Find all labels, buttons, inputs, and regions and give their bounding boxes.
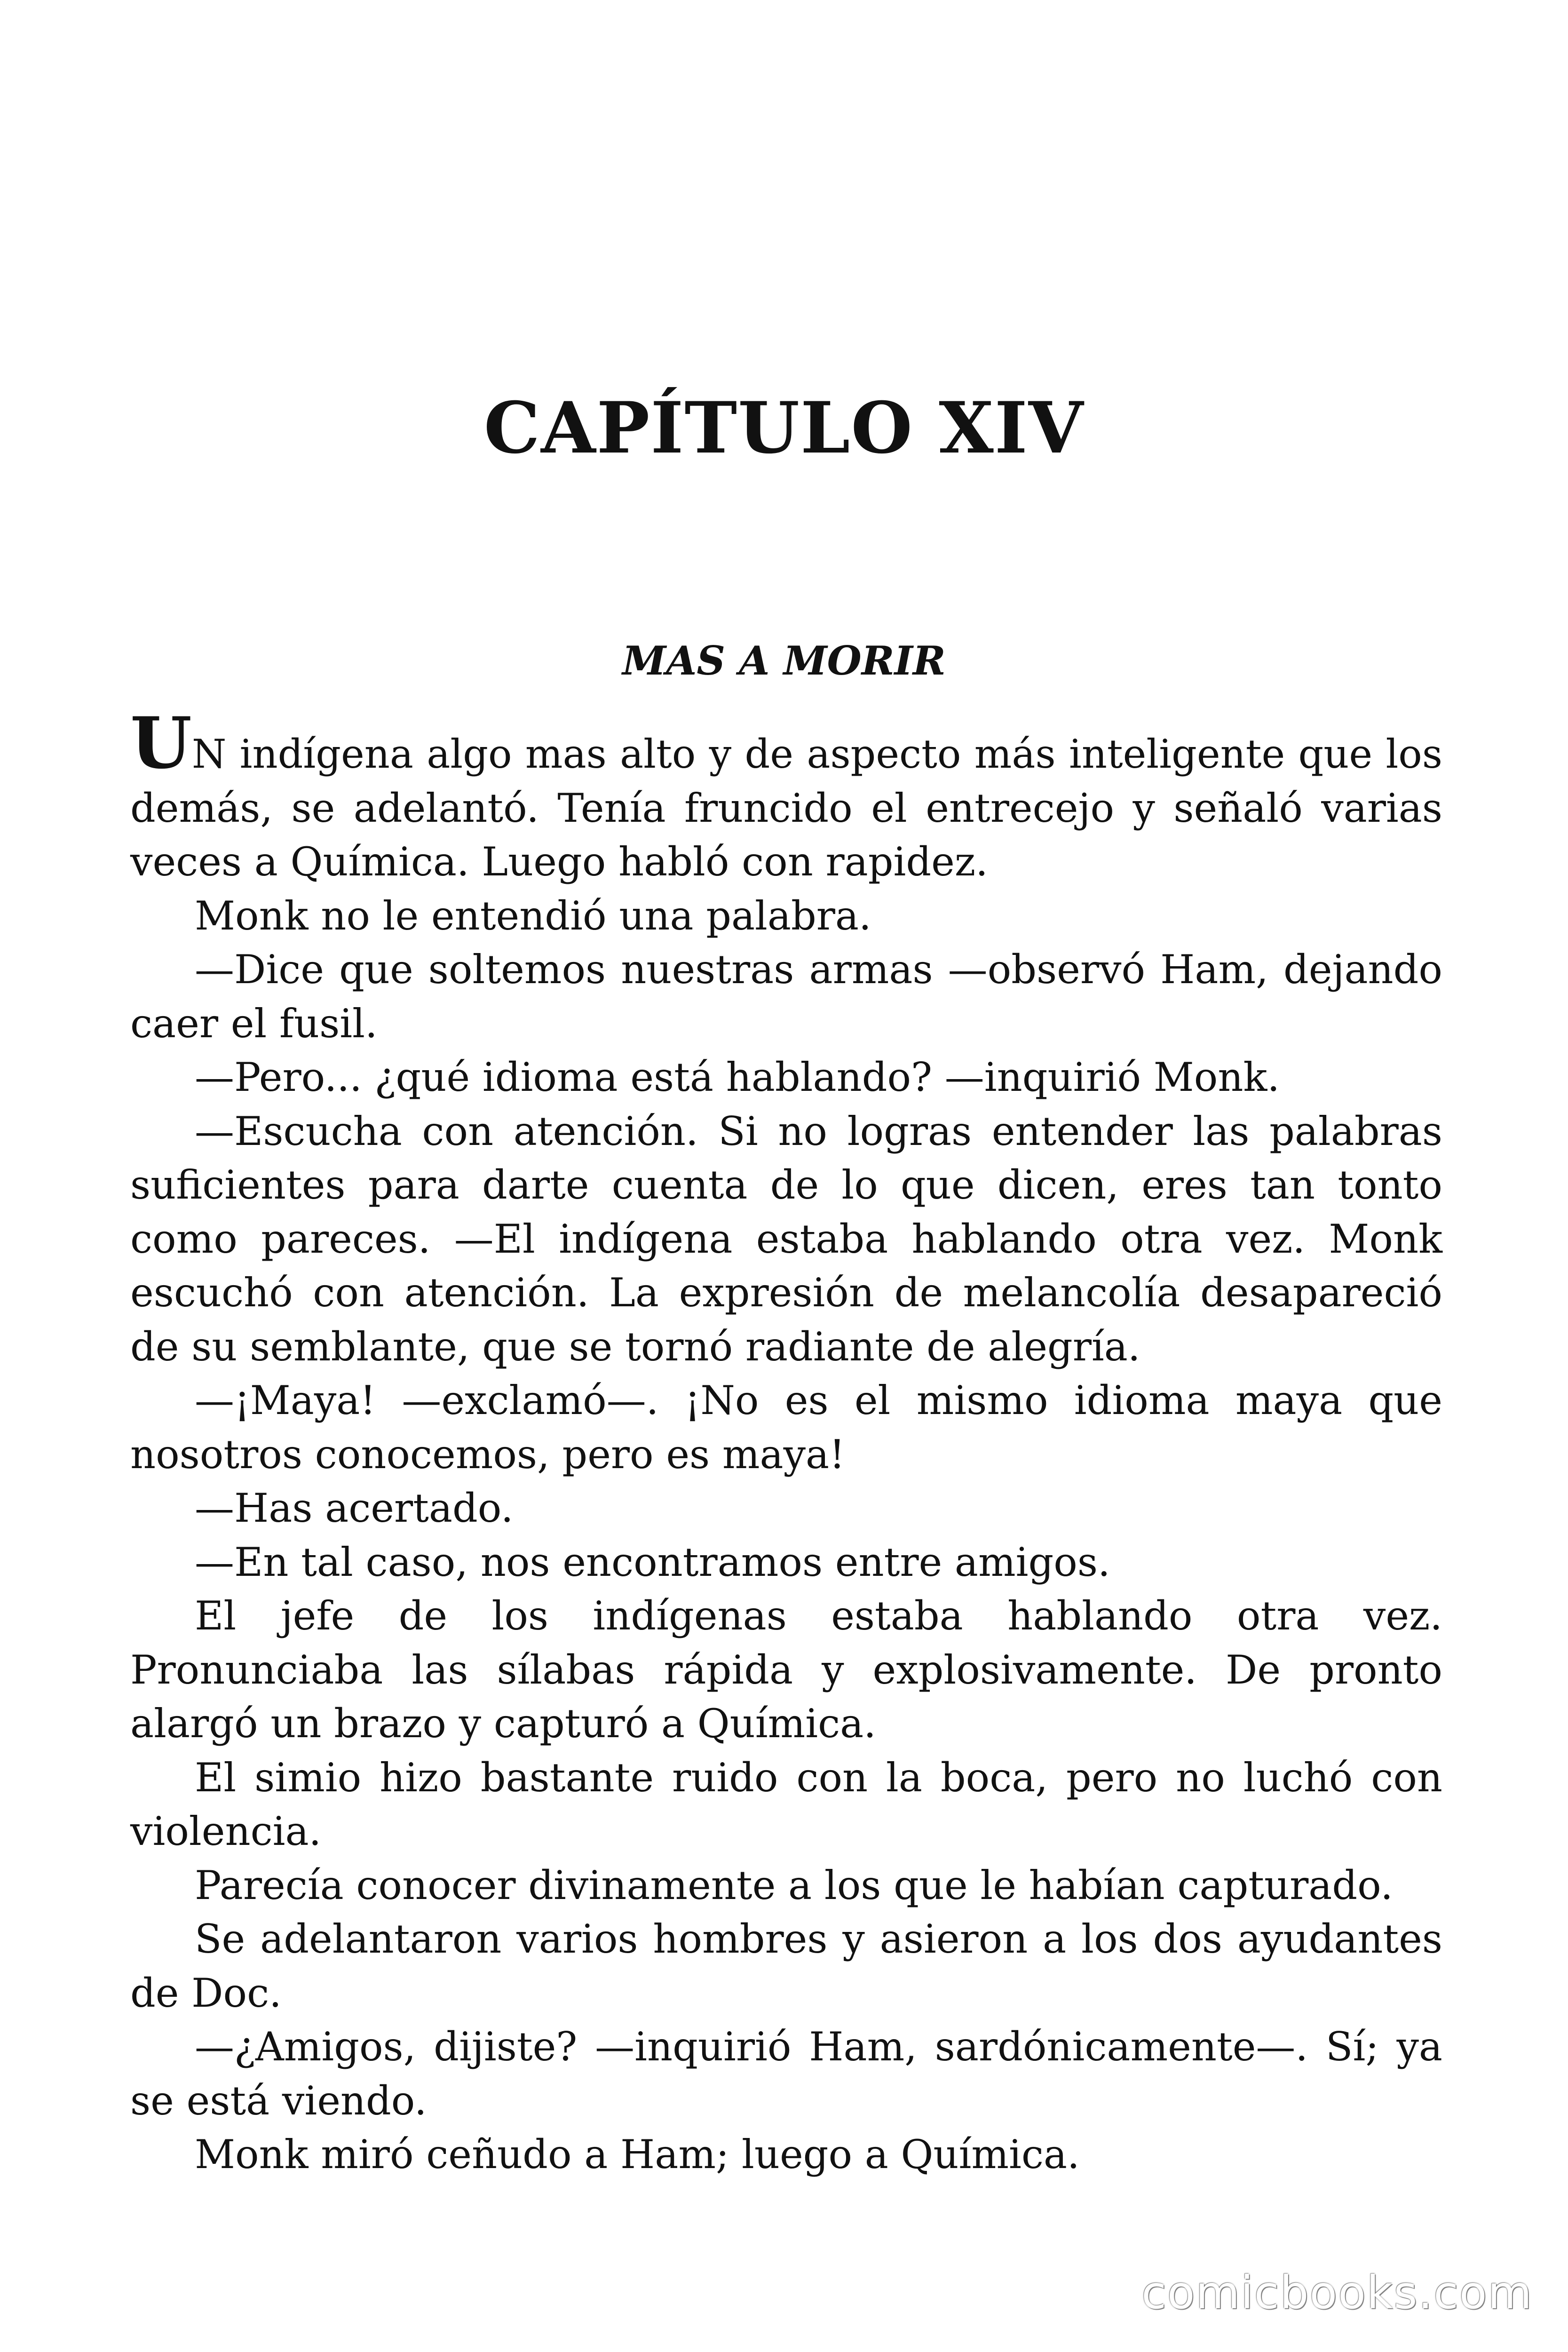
chapter-subtitle: MAS A MORIR	[622, 637, 946, 684]
watermark: comicbooks.com	[1141, 2266, 1533, 2319]
paragraph: Monk miró ceñudo a Ham; luego a Química.	[195, 2131, 1080, 2177]
paragraph: —Dice que soltemos nuestras armas —observó Ham, dejando caer el fusil.	[130, 946, 1442, 1047]
paragraph: Se adelantaron varios hombres y asieron a los dos ayudantes de Doc.	[130, 1916, 1442, 2016]
paragraph: —¿Amigos, dijiste? —inquirió Ham, sardónicamente—. Sí; ya se está viendo.	[130, 2024, 1442, 2124]
paragraph: —Escucha con atención. Si no logras entender las palabras suficientes para darte cuenta de lo que dicen, eres tan tonto como pareces. —El indígena estaba hablando otra vez. Monk escuchó con atención. La expresión de melancolía desapareció de su semblante, que se tornó radiante de alegría.	[130, 1108, 1442, 1370]
paragraph-first	[130, 702, 1442, 889]
paragraph: Parecía conocer divinamente a los que le habían capturado.	[195, 1862, 1393, 1908]
body-text	[130, 702, 1442, 2182]
paragraph-first-text: N indígena algo mas alto y de aspecto más inteligente que los demás, se adelantó. Tenía fruncido el entrecejo y señaló varias veces a Química. Luego habló con rapidez.	[130, 731, 1442, 885]
paragraph: —Has acertado.	[195, 1485, 514, 1531]
paragraph: Monk no le entendió una palabra.	[195, 892, 871, 939]
drop-cap: U	[130, 702, 192, 785]
paragraph: El simio hizo bastante ruido con la boca, pero no luchó con violencia.	[130, 1754, 1442, 1854]
paragraph: —Pero... ¿qué idioma está hablando? —inquirió Monk.	[195, 1054, 1280, 1100]
paragraph: El jefe de los indígenas estaba hablando otra vez. Pronunciaba las sílabas rápida y explosivamente. De pronto alargó un brazo y capturó a Química.	[130, 1593, 1442, 1747]
paragraph: —¡Maya! —exclamó—. ¡No es el mismo idioma maya que nosotros conocemos, pero es maya!	[130, 1377, 1442, 1478]
paragraph: —En tal caso, nos encontramos entre amigos.	[195, 1539, 1110, 1585]
chapter-title: CAPÍTULO XIV	[483, 387, 1085, 469]
